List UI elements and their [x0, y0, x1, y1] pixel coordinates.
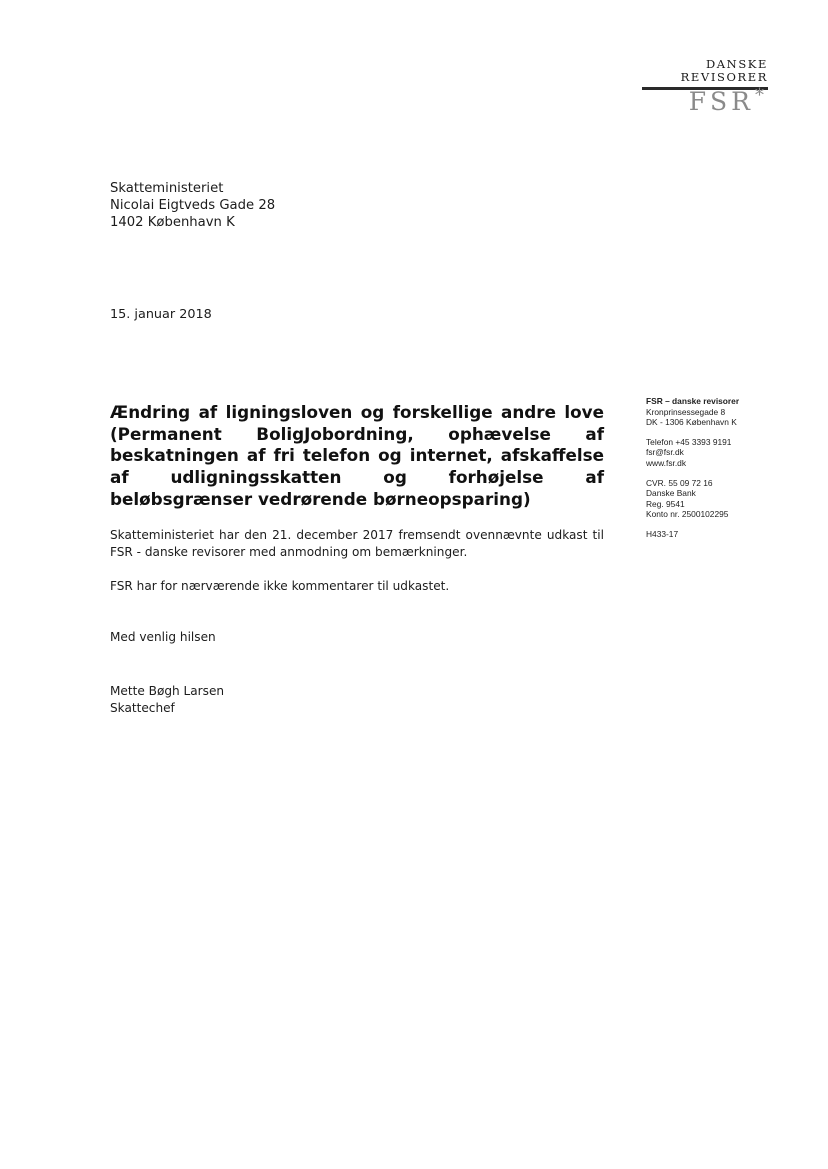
logo-fsr-text: FSR	[688, 87, 754, 116]
logo-line-danske: DANSKE	[705, 57, 768, 71]
recipient-street: Nicolai Eigtveds Gade 28	[110, 198, 276, 213]
closing-greeting: Med venlig hilsen	[110, 630, 216, 644]
sender-city: DK - 1306 København K	[646, 417, 737, 428]
sender-account: Konto nr. 2500102295	[646, 509, 729, 520]
logo-fsr-mark	[642, 85, 768, 116]
signature-block	[110, 683, 604, 717]
sender-web: www.fsr.dk	[646, 457, 687, 468]
body-paragraph-1: Skatteministeriet har den 21. december 2017 fremsendt ovennævnte udkast til FSR - danske revisorer med anmodning om bemærkninger.	[110, 528, 604, 559]
logo-line-revisorer: REVISORER	[680, 70, 768, 84]
sender-cvr: CVR. 55 09 72 16	[646, 477, 713, 488]
recipient-address	[110, 180, 275, 231]
sender-street: Kronprinsessegade 8	[646, 406, 726, 417]
logo-star-icon: *	[755, 85, 768, 106]
recipient-city: 1402 København K	[110, 215, 235, 230]
fsr-logo	[642, 58, 768, 114]
sender-phone: Telefon +45 3393 9191	[646, 436, 732, 447]
recipient-name: Skatteministeriet	[110, 181, 224, 196]
sender-bank: Danske Bank	[646, 488, 696, 499]
sender-email: fsr@fsr.dk	[646, 447, 684, 458]
reference-number: H433-17	[646, 528, 679, 539]
signer-title: Skattechef	[110, 701, 175, 715]
sender-info-sidebar	[646, 396, 739, 540]
letter-heading: Ændring af ligningsloven og forskellige andre love (Permanent BoligJobordning, ophævelse af beskatningen af fri telefon og internet, afskaffelse af udligningsskatten og forhøjelse af beløbsgrænser vedrørende børneopsparing)	[110, 402, 604, 509]
body-paragraph-2: FSR har for nærværende ikke kommentarer til udkastet.	[110, 579, 450, 593]
signer-name: Mette Bøgh Larsen	[110, 684, 225, 698]
letter-date: 15. januar 2018	[110, 307, 212, 322]
sender-reg: Reg. 9541	[646, 498, 685, 509]
sender-org: FSR – danske revisorer	[646, 396, 740, 406]
